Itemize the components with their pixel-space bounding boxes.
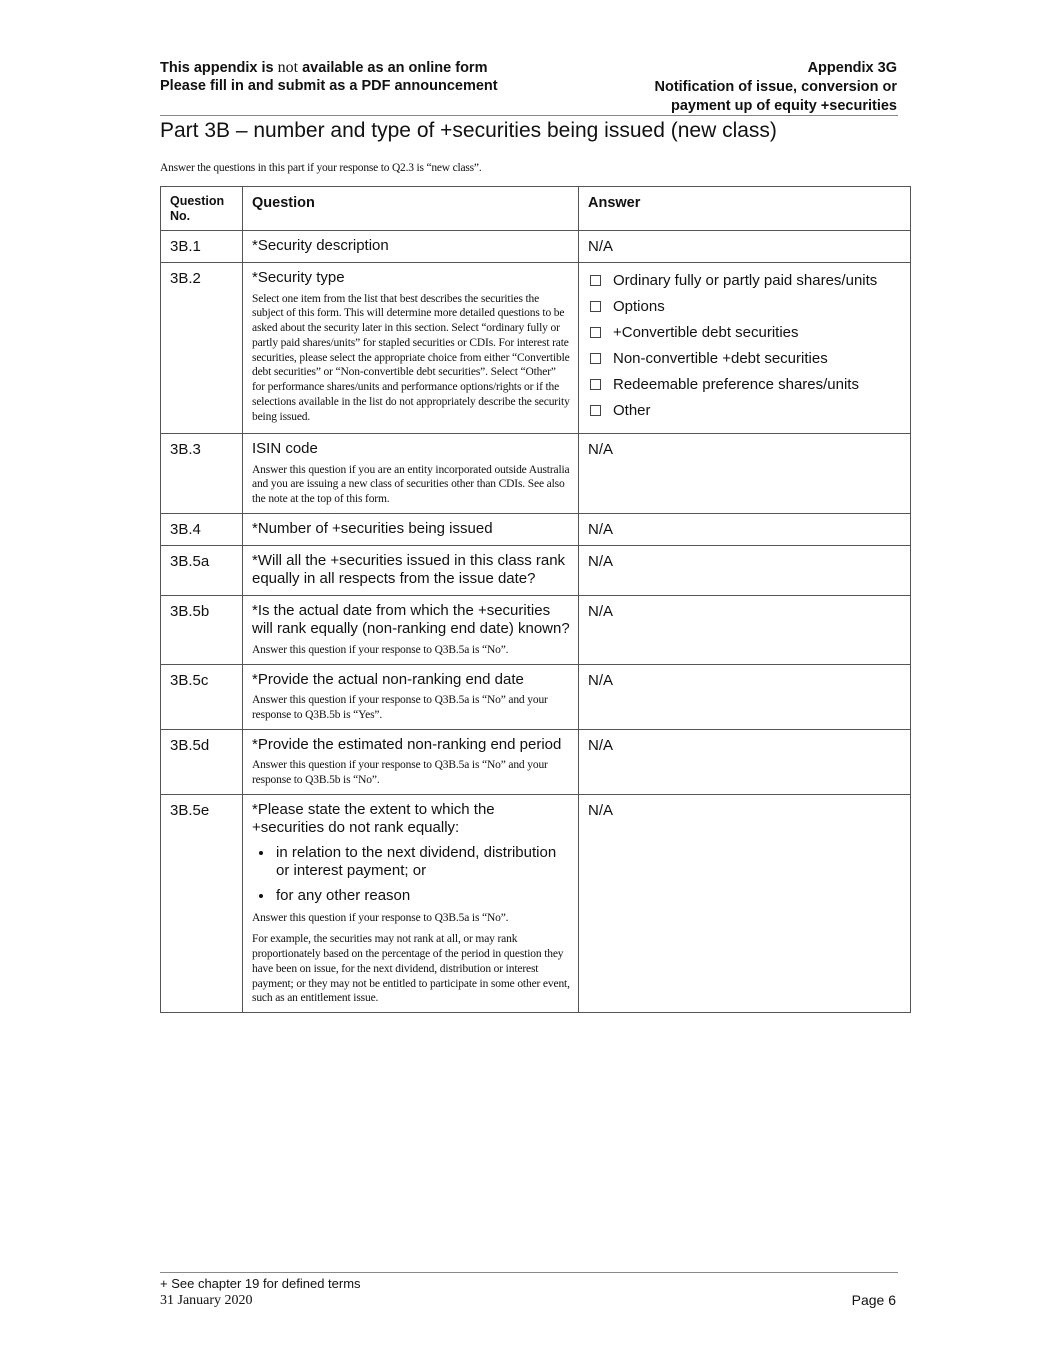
- question-cell: [243, 263, 579, 434]
- footer-divider: [160, 1272, 898, 1273]
- header-left-line1-not: not: [277, 59, 299, 76]
- checkbox-icon[interactable]: [590, 275, 601, 286]
- answer-field[interactable]: N/A: [579, 729, 911, 794]
- header-left-line2: Please fill in and submit as a PDF announcement: [160, 78, 498, 94]
- option-other[interactable]: [588, 401, 902, 420]
- table-row: [161, 794, 911, 1012]
- option-label: +Convertible debt securities: [613, 324, 799, 341]
- checkbox-icon[interactable]: [590, 379, 601, 390]
- header-left-line1-pre: This appendix is: [160, 60, 278, 76]
- checkbox-icon[interactable]: [590, 301, 601, 312]
- header-answer: Answer: [579, 187, 911, 231]
- header-qno-line1: Question: [170, 194, 225, 208]
- question-text: *Will all the +securities issued in this class rank equally in all respects from the issue date?: [252, 551, 566, 588]
- question-text: *Is the actual date from which the +securities will rank equally (non-ranking end date) known?: [252, 601, 570, 638]
- part-title: Part 3B – number and type of +securities being issued (new class): [160, 119, 777, 142]
- question-bullets: [252, 844, 570, 906]
- question-text: *Please state the extent to which the +securities do not rank equally:: [252, 800, 495, 837]
- answer-field[interactable]: N/A: [579, 545, 911, 595]
- question-text: *Security type: [252, 269, 345, 286]
- question-cell: [243, 595, 579, 664]
- question-text: *Number of +securities being issued: [252, 519, 493, 537]
- option-options[interactable]: [588, 297, 902, 316]
- header-qno-line2: No.: [170, 209, 191, 223]
- question-text: *Provide the estimated non-ranking end period: [252, 735, 562, 753]
- option-label: Options: [613, 298, 665, 315]
- table-row: [161, 513, 911, 545]
- answer-field[interactable]: N/A: [579, 664, 911, 729]
- question-text: ISIN code: [252, 440, 318, 457]
- intro-text: Answer the questions in this part if your response to Q2.3 is “new class”.: [160, 162, 482, 174]
- table-header-row: [161, 187, 911, 231]
- header-document-title: [654, 59, 897, 116]
- answer-options: [579, 263, 911, 434]
- table-row: [161, 729, 911, 794]
- question-number: 3B.5d: [161, 729, 243, 794]
- table-row: [161, 434, 911, 514]
- answer-field[interactable]: N/A: [579, 794, 911, 1012]
- option-label: Redeemable preference shares/units: [613, 376, 859, 393]
- checkbox-icon[interactable]: [590, 405, 601, 416]
- question-note: Answer this question if your response to Q3B.5a is “No” and your response to Q3B.5b is “Yes”.: [252, 694, 548, 721]
- footer-date: 31 January 2020: [160, 1293, 253, 1308]
- question-number: 3B.5c: [161, 664, 243, 729]
- header-right-line1: Appendix 3G: [807, 60, 897, 76]
- question-note: Answer this question if your response to Q3B.5a is “No”.: [252, 912, 509, 925]
- table-row: [161, 545, 911, 595]
- bullet-item: • for any other reason: [274, 887, 570, 906]
- bullet-item: • in relation to the next dividend, distribution or interest payment; or: [274, 844, 570, 881]
- checkbox-icon[interactable]: [590, 353, 601, 364]
- header-question: Question: [243, 187, 579, 231]
- question-cell: [243, 231, 579, 263]
- header-right-line3: payment up of equity +securities: [670, 98, 897, 114]
- question-note: Answer this question if you are an entity incorporated outside Australia and you are issuing a new class of securities other than CDIs. See also the note at the top of this form.: [252, 463, 570, 506]
- question-note: Answer this question if your response to Q3B.5a is “No”.: [252, 643, 509, 656]
- table-row: [161, 664, 911, 729]
- option-label: Non-convertible +debt securities: [613, 350, 828, 367]
- question-number: 3B.5b: [161, 595, 243, 664]
- question-number: 3B.4: [161, 513, 243, 545]
- question-note: Answer this question if your response to Q3B.5a is “No” and your response to Q3B.5b is “No”.: [252, 759, 548, 787]
- questions-table: [160, 186, 911, 1013]
- answer-field[interactable]: N/A: [579, 434, 911, 514]
- table-row: [161, 595, 911, 664]
- header-left-line1-post: available as an online form: [298, 60, 488, 76]
- question-example-note: For example, the securities may not rank at all, or may rank proportionately based on the percentage of the period in question they have been on issue, for the next dividend, distribution or interest payment; or they may not be entitled to participate in some other event, such as an entitlement issue.: [252, 933, 570, 1005]
- header-divider: [160, 115, 898, 116]
- question-cell: [243, 513, 579, 545]
- question-cell: [243, 794, 579, 1012]
- answer-field[interactable]: N/A: [579, 231, 911, 263]
- header-question-no: [161, 187, 243, 231]
- question-note: Select one item from the list that best describes the securities the subject of this form. This will determine more detailed questions to be asked about the security later in this section. Select “ordinary fully or partly paid shares/units” for stapled securities or CDIs. For interest rate securities, please select the appropriate choice from either “Convertible debt securities” or “Non-convertible debt securities”. Select “Other” for performance shares/units and performance options/rights or if the selections available in the list do not appropriately describe the security being issued.: [252, 292, 570, 423]
- question-number: 3B.5e: [161, 794, 243, 1012]
- question-text: *Security description: [252, 237, 389, 254]
- question-text: *Provide the actual non-ranking end date: [252, 670, 524, 688]
- option-convertible-debt[interactable]: [588, 323, 902, 342]
- question-number: 3B.3: [161, 434, 243, 514]
- table-row: [161, 231, 911, 263]
- answer-field[interactable]: N/A: [579, 513, 911, 545]
- footer-defined-terms: + See chapter 19 for defined terms: [160, 1276, 361, 1291]
- footer-page-number: Page 6: [851, 1292, 896, 1308]
- option-ordinary-shares[interactable]: [588, 271, 902, 290]
- question-cell: [243, 664, 579, 729]
- question-cell: [243, 729, 579, 794]
- option-redeemable-preference[interactable]: [588, 375, 902, 394]
- header-instructions: [160, 59, 498, 95]
- question-cell: [243, 545, 579, 595]
- question-cell: [243, 434, 579, 514]
- option-non-convertible-debt[interactable]: [588, 349, 902, 368]
- option-label: Other: [613, 402, 651, 419]
- question-number: 3B.1: [161, 231, 243, 263]
- table-row: [161, 263, 911, 434]
- answer-field[interactable]: N/A: [579, 595, 911, 664]
- checkbox-icon[interactable]: [590, 327, 601, 338]
- question-number: 3B.2: [161, 263, 243, 434]
- option-label: Ordinary fully or partly paid shares/units: [613, 272, 878, 289]
- question-number: 3B.5a: [161, 545, 243, 595]
- header-right-line2: Notification of issue, conversion or: [654, 79, 897, 95]
